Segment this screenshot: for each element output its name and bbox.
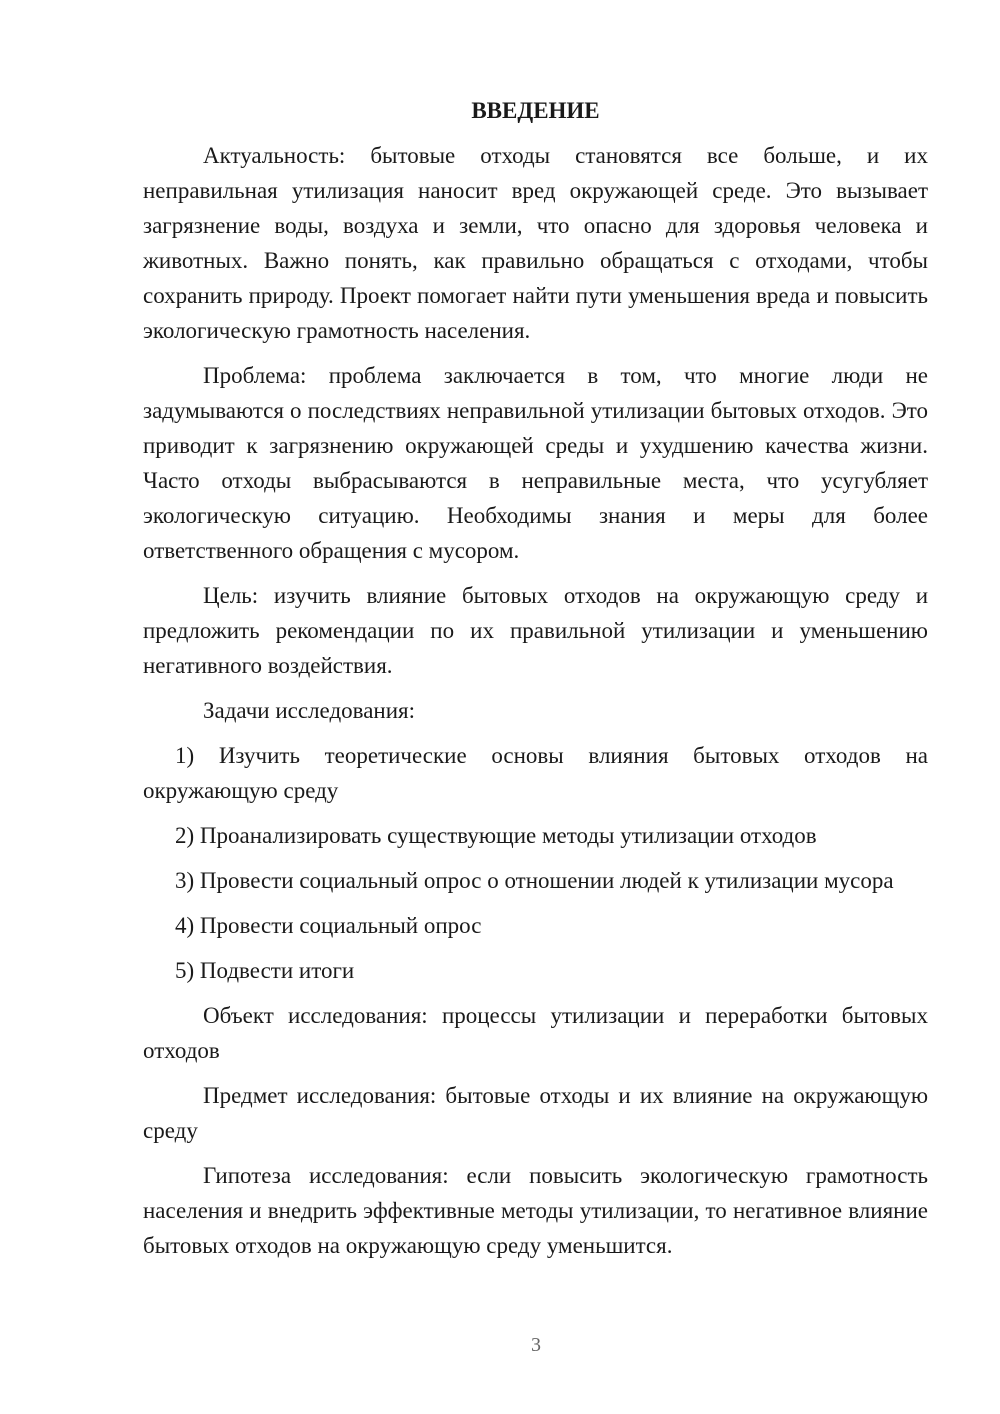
task-item: 5) Подвести итоги: [175, 958, 355, 983]
problem-paragraph: Проблема: проблема заключается в том, что многие люди не задумываются о последствиях неправильной утилизации бытовых отходов. Это приводит к загрязнению окружающей среды и ухудшению качества жизни. Часто отходы выбрасываются в неправильные места, что усугубляет экологическую ситуацию. Необходимы знания и меры для более ответственного обращения с мусором.: [143, 363, 928, 563]
task-item: 3) Провести социальный опрос о отношении людей к утилизации мусора: [175, 868, 894, 893]
hypothesis-paragraph: Гипотеза исследования: если повысить экологическую грамотность населения и внедрить эффективные методы утилизации, то негативное влияние бытовых отходов на окружающую среду уменьшится.: [143, 1163, 928, 1258]
relevance-paragraph: Актуальность: бытовые отходы становятся все больше, и их неправильная утилизация наносит вред окружающей среде. Это вызывает загрязнение воды, воздуха и земли, что опасно для здоровья человека и животных. Важно понять, как правильно обращаться с отходами, чтобы сохранить природу. Проект помогает найти пути уменьшения вреда и повысить экологическую грамотность населения.: [143, 143, 928, 343]
page-body: [143, 93, 928, 1273]
task-item: 1) Изучить теоретические основы влияния бытовых отходов на окружающую среду: [143, 743, 928, 803]
section-heading: ВВЕДЕНИЕ: [471, 98, 600, 123]
task-item: 2) Проанализировать существующие методы утилизации отходов: [175, 823, 817, 848]
task-item: 4) Провести социальный опрос: [175, 913, 482, 938]
object-paragraph: Объект исследования: процессы утилизации и переработки бытовых отходов: [143, 1003, 928, 1063]
page-number: 3: [531, 1334, 541, 1356]
tasks-title: Задачи исследования:: [203, 698, 416, 723]
goal-paragraph: Цель: изучить влияние бытовых отходов на окружающую среду и предложить рекомендации по их правильной утилизации и уменьшению негативного воздействия.: [143, 583, 928, 678]
subject-paragraph: Предмет исследования: бытовые отходы и их влияние на окружающую среду: [143, 1083, 928, 1143]
